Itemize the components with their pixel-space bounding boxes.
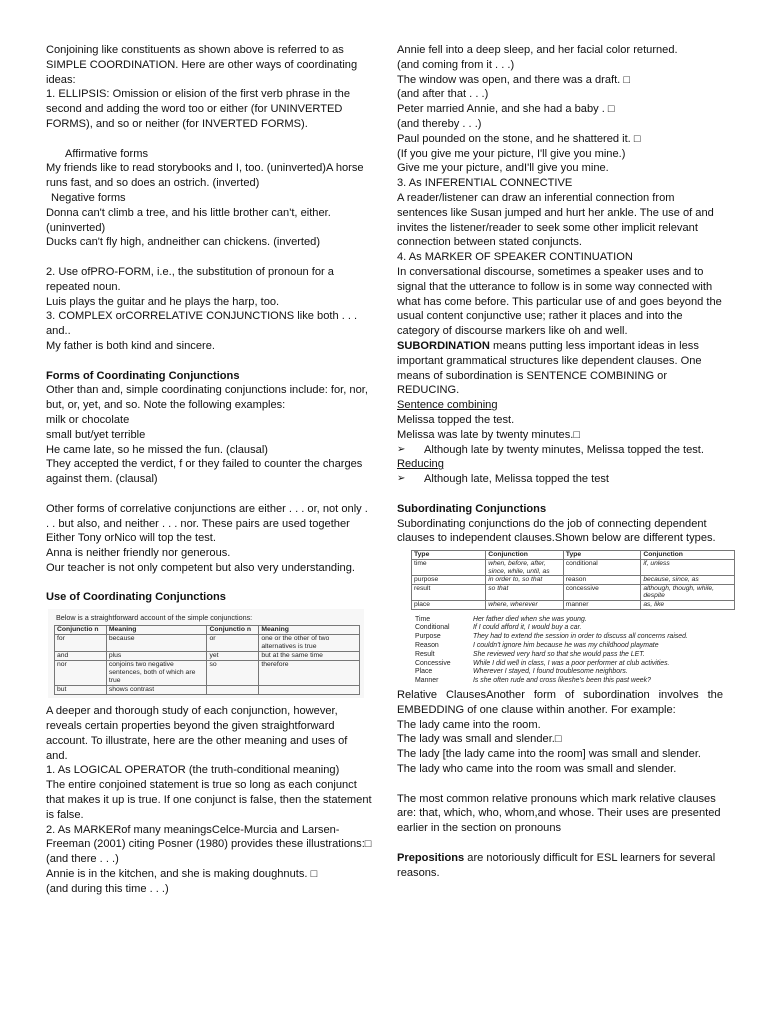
example-text: If I could afford it, I would buy a car. [473, 624, 582, 632]
example-text: While I did well in class, I was a poor performer at club activities. [473, 659, 670, 667]
speaker-continuation-label: 4. As MARKER OF SPEAKER CONTINUATION [397, 251, 633, 264]
forms-heading: Forms of Coordinating Conjunctions [46, 369, 240, 382]
table-cell: but at the same time [259, 652, 360, 661]
pro-form-example: Luis plays the guitar and he plays the harp, too. [46, 295, 280, 308]
table-cell: shows contrast [106, 686, 207, 695]
inferential-label: 3. As INFERENTIAL CONNECTIVE [397, 177, 573, 190]
right-column [397, 43, 723, 880]
example-gloss: (and after that . . .) [397, 88, 489, 101]
bullet-text: Although late, Melissa topped the test [424, 473, 610, 486]
example-text: Her father died when she was young. [473, 615, 587, 623]
table-cell: time [412, 560, 486, 576]
example-sentence: Annie is in the kitchen, and she is making doughnuts. □ [46, 868, 318, 881]
table-cell: when, before, after, since, while, until, as [486, 560, 564, 576]
table-header: Conjunctio n [55, 626, 107, 635]
table-cell: manner [563, 601, 641, 610]
use-heading: Use of Coordinating Conjunctions [46, 591, 226, 604]
forms-example: They accepted the verdict, f or they failed to counter the charges against them. (clausal) [46, 458, 363, 486]
table-cell: plus [106, 652, 207, 661]
other-forms-paragraph: Other forms of correlative conjunctions are either . . . or, not only . . . but also, and neither . . . nor. These pairs are used together [46, 502, 368, 530]
affirmative-forms-label: Affirmative forms [65, 147, 149, 160]
table-cell: because [106, 635, 207, 652]
example-type: Conditional [415, 624, 450, 632]
example-type: Time [415, 615, 431, 623]
example-type: Manner [415, 677, 439, 685]
coordinating-conjunctions-table [54, 625, 360, 695]
table-row [55, 635, 360, 652]
logical-operator-label: 1. As LOGICAL OPERATOR (the truth-conditional meaning) [46, 764, 340, 777]
example-text: Wherever I stayed, I found troublesome neighbors. [473, 668, 628, 676]
table-cell: nor [55, 661, 107, 686]
table-cell: one or the other of two alternatives is true [259, 635, 360, 652]
complex-example: My father is both kind and sincere. [46, 339, 215, 352]
prepositions-term: Prepositions [397, 851, 465, 864]
subordination-examples [415, 616, 735, 686]
pro-form-paragraph: 2. Use ofPRO-FORM, i.e., the substitution of pronoun for a repeated noun. [46, 265, 334, 293]
forms-example: milk or chocolate [46, 413, 130, 426]
example-text: They had to extend the session in order to discuss all concerns raised. [473, 633, 688, 641]
table-cell: result [412, 584, 486, 600]
table-row [412, 560, 735, 576]
example-type: Purpose [415, 633, 441, 641]
table-header: Type [563, 551, 641, 560]
other-example: Either Tony orNico will top the test. [46, 532, 216, 545]
table-cell: or [207, 635, 259, 652]
prepositions-paragraph [397, 851, 723, 881]
table-cell [207, 686, 259, 695]
example-sentence: Melissa was late by twenty minutes.□ [397, 428, 581, 441]
example-text: I couldn't ignore him because he was my childhood playmate [473, 642, 659, 650]
example-sentence: The lady came into the room. [397, 718, 541, 731]
deeper-paragraph: A deeper and thorough study of each conjunction, however, reveals certain properties beyond the given straightforward account. To illustrate, here are the other meaning and uses of and. [46, 705, 348, 762]
table-cell: and [55, 652, 107, 661]
example-sentence: Paul pounded on the stone, and he shattered it. □ [397, 132, 641, 145]
relative-pronouns-paragraph: The most common relative pronouns which mark relative clauses are: that, which, who, whom,and whose. Their uses are presented earlier in the section on pronouns [397, 792, 721, 835]
ellipsis-paragraph: 1. ELLIPSIS: Omission or elision of the first verb phrase in the second and adding the word too or either (for UNINVERTED FORMS), and so or neither (for INVERTED FORMS). [46, 88, 350, 130]
example-sentence: Give me your picture, andI'll give you mine. [397, 162, 609, 175]
example-type: Result [415, 650, 435, 658]
left-column [46, 43, 372, 897]
negative-example-1: Donna can't climb a tree, and his little brother can't, either. (uninverted) [46, 206, 331, 234]
table-cell: if, unless [641, 560, 735, 576]
example-sentence: Annie fell into a deep sleep, and her facial color returned. [397, 44, 678, 56]
table-cell: although, though, while, despite [641, 584, 735, 600]
affirmative-example: My friends like to read storybooks and I, too. (uninverted)A horse runs fast, and so does an ostrich. (inverted) [46, 162, 364, 190]
table-cell: conditional [563, 560, 641, 576]
relative-clauses-paragraph: Relative ClausesAnother form of subordination involves the EMBEDDING of one clause within another. For example: [397, 689, 723, 716]
logical-operator-text: The entire conjoined statement is true so long as each conjunct that makes it up is true. If one conjunct is false, then the statement is false. [46, 779, 372, 821]
subordination-definition: means putting less important ideas in less important grammatical structures like dependent clauses. One means of subordination is SENTENCE COMBINING or REDUCING. [397, 339, 702, 397]
example-text: She reviewed very hard so that she would pass the LET. [473, 650, 645, 658]
list-item [397, 472, 723, 487]
table-cell: therefore [259, 661, 360, 686]
example-sentence: The lady [the lady came into the room] was small and slender. [397, 748, 701, 761]
table-cell: so that [486, 584, 564, 600]
table-caption: Below is a straightforward account of the simple conjunctions: [56, 613, 253, 623]
arrow-bullet-icon: ➢ [397, 443, 406, 455]
example-type: Reason [415, 642, 439, 650]
table-row [412, 601, 735, 610]
sentence-combining-label: Sentence combining [397, 399, 498, 412]
table-header: Type [412, 551, 486, 560]
example-gloss: (If you give me your picture, I'll give you mine.) [397, 147, 626, 160]
table-header: Meaning [259, 626, 360, 635]
marker-paragraph: 2. As MARKERof many meaningsCelce-Murcia and Larsen-Freeman (2001) citing Posner (1980) provides these illustrations:□ [46, 823, 372, 851]
table-header-row [412, 551, 735, 560]
reducing-label: Reducing [397, 458, 444, 471]
table-cell: because, since, as [641, 576, 735, 585]
speaker-continuation-text: In conversational discourse, sometimes a speaker uses and to signal that the utterance to follow is in some way connected with what has come before. This particular use of and goes beyond the usual content conjunctive use; rather it places and into the category of discourse markers like oh and well. [397, 265, 722, 338]
example-sentence: The lady who came into the room was small and slender. [397, 763, 677, 776]
forms-example: small but/yet terrible [46, 428, 146, 441]
table-header: Meaning [106, 626, 207, 635]
example-text: Is she often rude and cross likeshe's been this past week? [473, 677, 651, 685]
table-row [55, 661, 360, 686]
subordinating-conjunctions-table [411, 550, 735, 610]
complex-paragraph: 3. COMPLEX orCORRELATIVE CONJUNCTIONS like both . . . and.. [46, 310, 358, 338]
table-cell: in order to, so that [486, 576, 564, 585]
example-gloss: (and coming from it . . .) [397, 58, 515, 71]
table-cell: as, like [641, 601, 735, 610]
table-header-row [55, 626, 360, 635]
other-example: Anna is neither friendly nor generous. [46, 547, 231, 560]
table-cell: conjoins two negative sentences, both of which are true [106, 661, 207, 686]
table-cell: for [55, 635, 107, 652]
example-sentence: The lady was small and slender.□ [397, 733, 562, 746]
inferential-text: A reader/listener can draw an inferential connection from sentences like Susan jumped and hurt her ankle. The use of and invites the listener/reader to seek some other implicit relevant connection between stated conjuncts. [397, 191, 714, 249]
example-type: Concessive [415, 659, 451, 667]
example-sentence: Melissa topped the test. [397, 413, 515, 426]
forms-example: He came late, so he missed the fun. (clausal) [46, 443, 268, 456]
table-cell: so [207, 661, 259, 686]
example-sentence: Peter married Annie, and she had a baby . □ [397, 103, 615, 116]
example-gloss: (and there . . .) [46, 853, 119, 866]
subordination-term: SUBORDINATION [397, 339, 490, 352]
table-row [55, 652, 360, 661]
table-cell: yet [207, 652, 259, 661]
negative-forms-label: Negative forms [51, 191, 126, 204]
table-row [55, 686, 360, 695]
example-type: Place [415, 668, 433, 676]
intro-paragraph: Conjoining like constituents as shown above is referred to as SIMPLE COORDINATION. Here are other ways of coordinating ideas: [46, 44, 358, 86]
table-row [412, 584, 735, 600]
forms-text: Other than and, simple coordinating conjunctions include: for, nor, but, or, yet, and so. Note the following examples: [46, 384, 368, 412]
arrow-bullet-icon: ➢ [397, 473, 406, 485]
table-cell: concessive [563, 584, 641, 600]
subordinating-text: Subordinating conjunctions do the job of connecting dependent clauses to independent clauses.Shown below are different types. [397, 517, 716, 545]
example-gloss: (and during this time . . .) [46, 882, 169, 895]
table-header: Conjunction [641, 551, 735, 560]
example-gloss: (and thereby . . .) [397, 117, 482, 130]
negative-example-2: Ducks can't fly high, andneither can chickens. (inverted) [46, 236, 321, 249]
table-header: Conjunction [486, 551, 564, 560]
table-cell: purpose [412, 576, 486, 585]
coordinating-conjunctions-table-image [48, 609, 364, 698]
table-cell: reason [563, 576, 641, 585]
other-example: Our teacher is not only competent but also very understanding. [46, 561, 355, 574]
subordinating-heading: Subordinating Conjunctions [397, 502, 547, 515]
bullet-text: Although late by twenty minutes, Melissa topped the test. [424, 443, 704, 456]
table-header: Conjunctio n [207, 626, 259, 635]
table-cell [259, 686, 360, 695]
table-cell: where, wherever [486, 601, 564, 610]
list-item [397, 443, 723, 458]
prepositions-text: are notoriously difficult for ESL learners for several reasons. [397, 851, 716, 879]
table-cell: place [412, 601, 486, 610]
subordinating-conjunctions-image [411, 550, 735, 686]
example-sentence: The window was open, and there was a draft. □ [397, 73, 631, 86]
subordination-paragraph [397, 339, 723, 398]
table-row [412, 576, 735, 585]
table-cell: but [55, 686, 107, 695]
